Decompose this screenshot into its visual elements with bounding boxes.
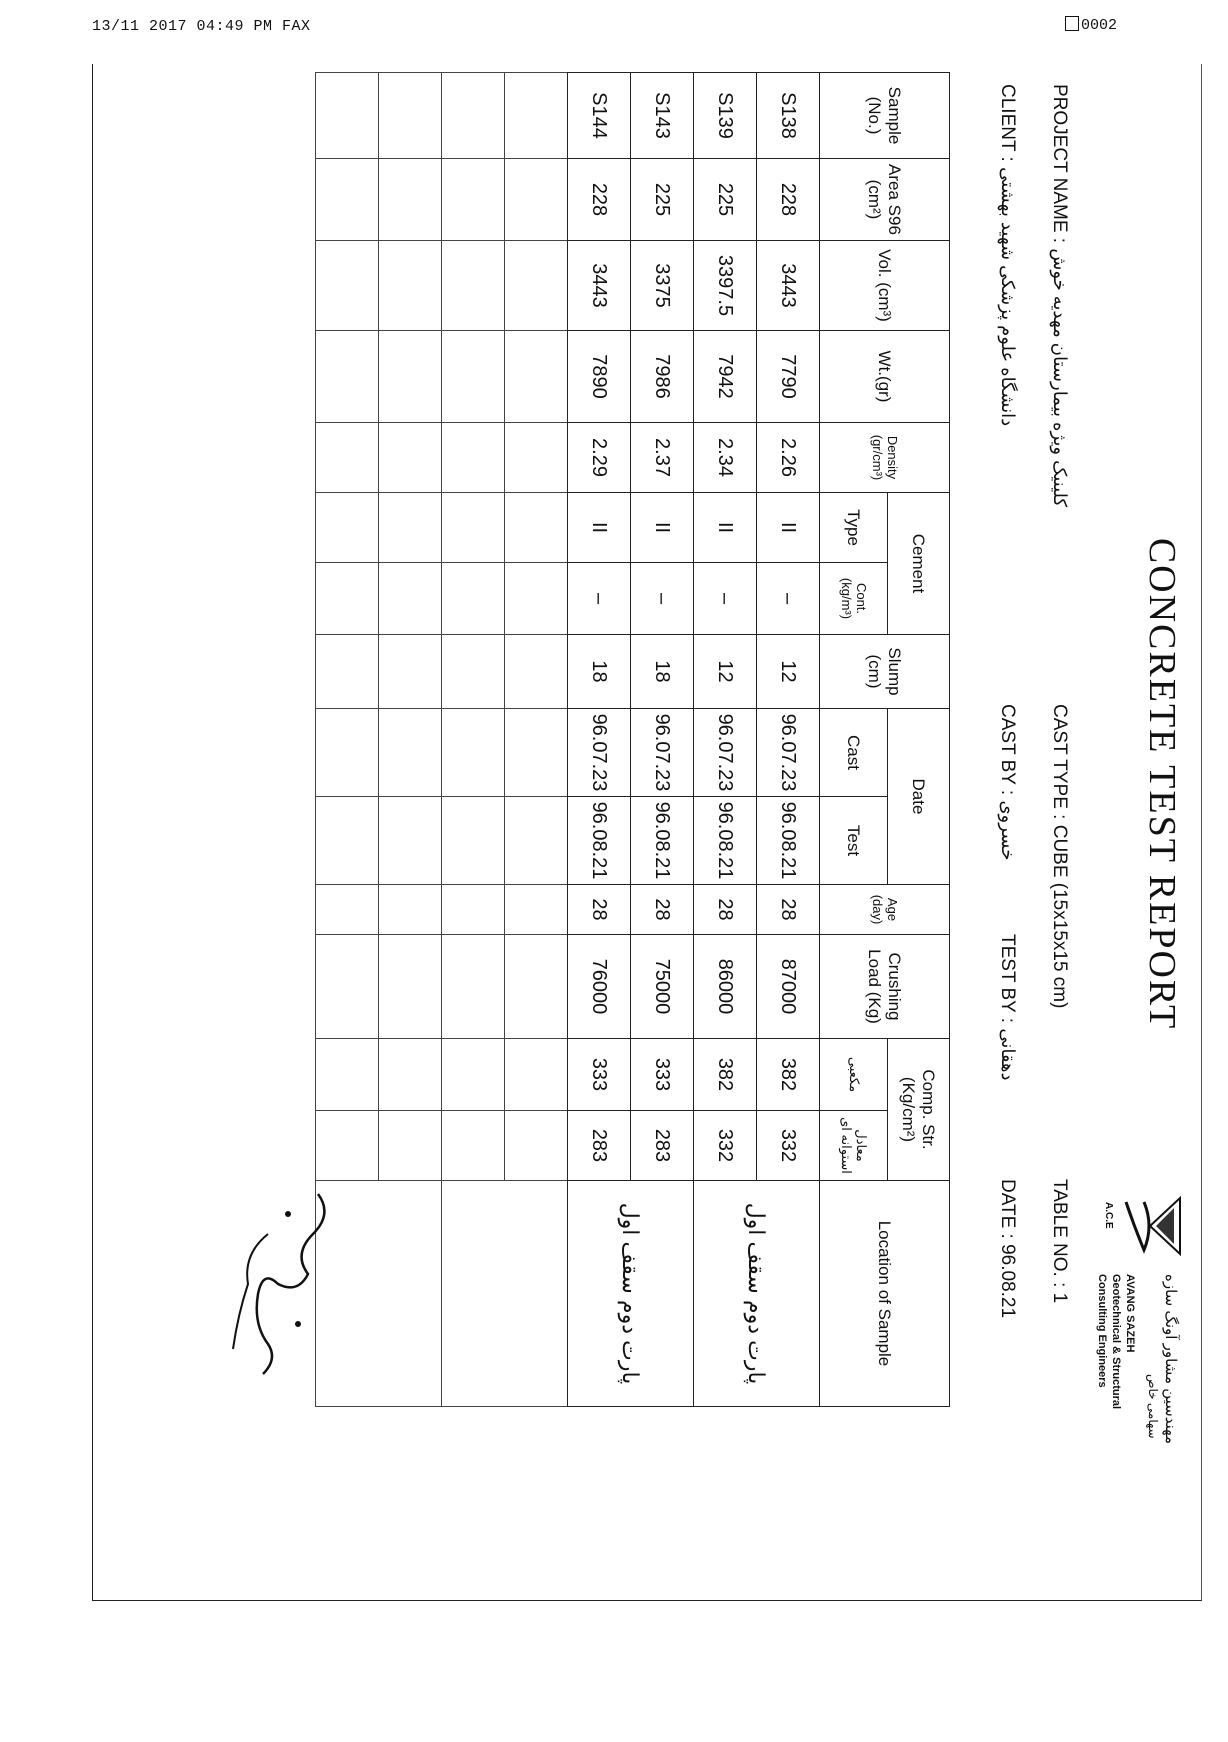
cell-cube: 333 bbox=[568, 1039, 631, 1111]
cell-load: 87000 bbox=[757, 935, 820, 1039]
cell-age: 28 bbox=[568, 885, 631, 935]
report-title: CONCRETE TEST REPORT bbox=[1141, 537, 1183, 1031]
cell-location: پارت دوم سقف اول bbox=[568, 1181, 694, 1407]
col-cement-type: Type bbox=[820, 493, 888, 563]
col-area: Area S96 (cm²) bbox=[820, 159, 950, 241]
col-sample: Sample (No.) bbox=[820, 73, 950, 159]
empty-row bbox=[379, 73, 442, 1407]
project-label: PROJECT NAME : bbox=[1049, 84, 1070, 244]
cell-density: 2.29 bbox=[568, 423, 631, 493]
col-comp: Comp. Str. (Kg/cm²) bbox=[888, 1039, 950, 1181]
cast-by-label: CAST BY : bbox=[997, 704, 1018, 796]
test-by-line bbox=[996, 934, 1018, 1080]
cell-slump: 18 bbox=[568, 635, 631, 709]
cell-wt: 7942 bbox=[694, 331, 757, 423]
cell-load: 86000 bbox=[694, 935, 757, 1039]
test-by-value: دهقانی bbox=[998, 1028, 1018, 1081]
col-density: Density (gr/cm³) bbox=[820, 423, 950, 493]
cell-age: 28 bbox=[631, 885, 694, 935]
cell-type: II bbox=[631, 493, 694, 563]
fax-header: 13/11 2017 04:49 PM FAX bbox=[92, 18, 311, 35]
cell-location: پارت دوم سقف اول bbox=[694, 1181, 820, 1407]
col-comp-cube: مکعبی bbox=[820, 1039, 888, 1111]
cell-slump: 12 bbox=[694, 635, 757, 709]
test-by-label: TEST BY : bbox=[997, 934, 1018, 1024]
cast-by-line bbox=[996, 704, 1018, 860]
col-date: Date bbox=[888, 709, 950, 885]
cell-load: 75000 bbox=[631, 935, 694, 1039]
company-en-name: AVANG SAZEH bbox=[1124, 1274, 1136, 1353]
company-logo bbox=[1034, 1194, 1184, 1484]
cell-cyl: 332 bbox=[694, 1111, 757, 1181]
table-number: TABLE NO. : 1 bbox=[1049, 1179, 1070, 1304]
cell-slump: 12 bbox=[757, 635, 820, 709]
cell-cyl: 283 bbox=[631, 1111, 694, 1181]
col-vol: Vol. (cm³) bbox=[820, 241, 950, 331]
cell-area: 225 bbox=[694, 159, 757, 241]
cell-wt: 7986 bbox=[631, 331, 694, 423]
cast-type: CAST TYPE : CUBE (15x15x15 cm) bbox=[1049, 704, 1070, 1009]
table-row bbox=[631, 73, 694, 1407]
page-number-text: 0002 bbox=[1081, 17, 1118, 34]
cell-vol: 3397.5 bbox=[694, 241, 757, 331]
cell-type: II bbox=[568, 493, 631, 563]
cell-area: 225 bbox=[631, 159, 694, 241]
cell-test: 96.08.21 bbox=[694, 797, 757, 885]
cell-cube: 333 bbox=[631, 1039, 694, 1111]
client-label: CLIENT : bbox=[997, 84, 1018, 162]
cell-area: 228 bbox=[757, 159, 820, 241]
cell-slump: 18 bbox=[631, 635, 694, 709]
cell-sample: S143 bbox=[631, 73, 694, 159]
cell-cont: – bbox=[568, 563, 631, 635]
cell-sample: S144 bbox=[568, 73, 631, 159]
cell-cube: 382 bbox=[757, 1039, 820, 1111]
table-row bbox=[757, 73, 820, 1407]
cell-type: II bbox=[694, 493, 757, 563]
cell-test: 96.08.21 bbox=[631, 797, 694, 885]
test-table bbox=[315, 72, 950, 1407]
cell-cube: 382 bbox=[694, 1039, 757, 1111]
company-fa-name: مهندسین مشاور آونگ سازه bbox=[1162, 1274, 1179, 1445]
client-line bbox=[996, 84, 1018, 426]
col-age: Age (day) bbox=[820, 885, 950, 935]
cell-cyl: 332 bbox=[757, 1111, 820, 1181]
cell-vol: 3443 bbox=[568, 241, 631, 331]
cell-load: 76000 bbox=[568, 935, 631, 1039]
cell-cast: 96.07.23 bbox=[694, 709, 757, 797]
col-location: Location of Sample bbox=[820, 1181, 950, 1407]
company-mark-icon bbox=[1120, 1194, 1184, 1258]
cell-cont: – bbox=[694, 563, 757, 635]
col-cement-cont: Cont. (kg/m³) bbox=[820, 563, 888, 635]
fax-page-icon bbox=[1065, 16, 1079, 31]
col-cement: Cement bbox=[888, 493, 950, 635]
cell-wt: 7890 bbox=[568, 331, 631, 423]
col-comp-cyl: معادل استوانه ای bbox=[820, 1111, 888, 1181]
col-wt: Wt.(gr) bbox=[820, 331, 950, 423]
cell-cast: 96.07.23 bbox=[631, 709, 694, 797]
company-abbr: A.C.E bbox=[1103, 1202, 1114, 1229]
cell-sample: S139 bbox=[694, 73, 757, 159]
company-fa-sub: سهامی خاص bbox=[1146, 1374, 1160, 1439]
col-slump: Slump (cm) bbox=[820, 635, 950, 709]
cell-cont: – bbox=[631, 563, 694, 635]
cell-age: 28 bbox=[694, 885, 757, 935]
project-line bbox=[1048, 84, 1070, 507]
client-value: دانشگاه علوم پزشکی شهید بهشتی bbox=[998, 167, 1018, 427]
cell-sample: S138 bbox=[757, 73, 820, 159]
col-date-test: Test bbox=[820, 797, 888, 885]
project-value: کلینیک ویژه بیمارستان مهدیه خوش bbox=[1050, 248, 1070, 508]
cell-density: 2.37 bbox=[631, 423, 694, 493]
cell-type: II bbox=[757, 493, 820, 563]
cell-cont: – bbox=[757, 563, 820, 635]
rotated-report bbox=[88, 64, 1198, 1500]
page-number bbox=[1065, 16, 1117, 34]
cast-by-value: خسروی bbox=[998, 800, 1018, 861]
cell-wt: 7790 bbox=[757, 331, 820, 423]
company-en-line3: Consulting Engineers bbox=[1096, 1274, 1108, 1388]
signature bbox=[218, 1174, 338, 1404]
empty-row bbox=[505, 73, 568, 1407]
cell-cyl: 283 bbox=[568, 1111, 631, 1181]
cell-test: 96.08.21 bbox=[757, 797, 820, 885]
col-crushing: Crushing Load (Kg) bbox=[820, 935, 950, 1039]
cell-density: 2.34 bbox=[694, 423, 757, 493]
cell-vol: 3375 bbox=[631, 241, 694, 331]
col-date-cast: Cast bbox=[820, 709, 888, 797]
cell-cast: 96.07.23 bbox=[568, 709, 631, 797]
cell-test: 96.08.21 bbox=[568, 797, 631, 885]
cell-density: 2.26 bbox=[757, 423, 820, 493]
company-en-line2: Geotechnical & Structural bbox=[1110, 1274, 1122, 1410]
report-date: DATE : 96.08.21 bbox=[997, 1179, 1018, 1319]
cell-vol: 3443 bbox=[757, 241, 820, 331]
cell-age: 28 bbox=[757, 885, 820, 935]
cell-area: 228 bbox=[568, 159, 631, 241]
cell-cast: 96.07.23 bbox=[757, 709, 820, 797]
